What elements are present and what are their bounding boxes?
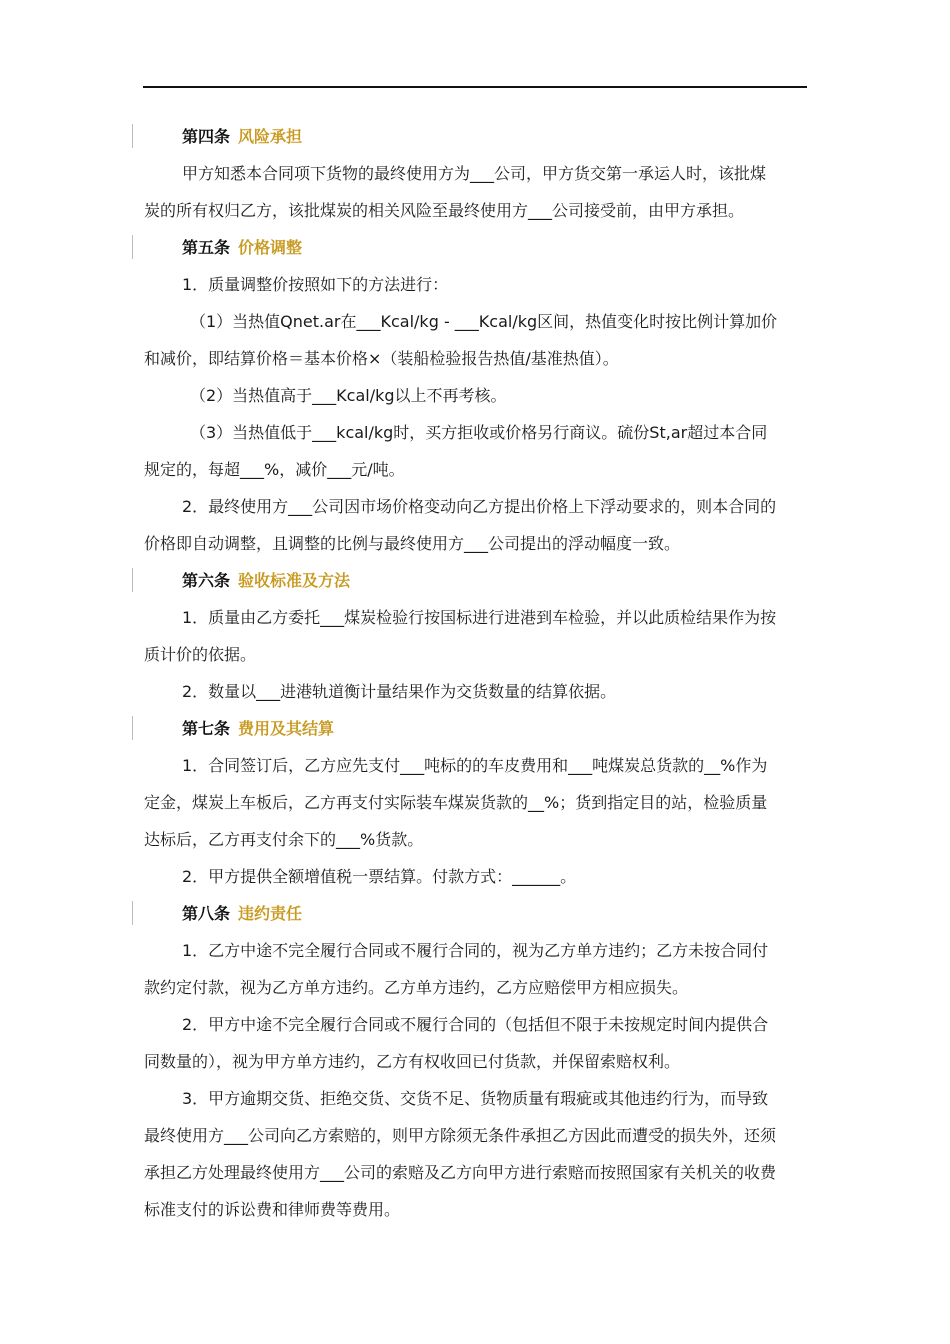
margin-marker xyxy=(132,901,133,925)
article-number: 第五条 xyxy=(182,238,231,257)
paragraph-line: 1．质量调整价按照如下的方法进行： xyxy=(182,275,449,294)
contract-body xyxy=(144,118,806,1228)
article-heading xyxy=(144,895,806,932)
article-title: 价格调整 xyxy=(238,238,303,257)
article-title: 费用及其结算 xyxy=(238,719,335,738)
paragraph-line: 和减价，即结算价格＝基本价格×（装船检验报告热值/基准热值）。 xyxy=(144,349,619,368)
margin-marker xyxy=(132,716,133,740)
paragraph-line: 2．甲方中途不完全履行合同或不履行合同的（包括但不限于未按规定时间内提供合 xyxy=(182,1015,769,1034)
paragraph-line: 2．甲方提供全额增值税一票结算。付款方式：______。 xyxy=(182,867,577,886)
paragraph-line: 1．合同签订后，乙方应先支付___吨标的的车皮费用和___吨煤炭总货款的__%作为 xyxy=(182,756,768,775)
paragraph-line: 甲方知悉本合同项下货物的最终使用方为___公司，甲方货交第一承运人时，该批煤 xyxy=(182,164,767,183)
top-rule xyxy=(143,86,807,88)
paragraph-line: 款约定付款，视为乙方单方违约。乙方单方违约，乙方应赔偿甲方相应损失。 xyxy=(144,978,689,997)
paragraph-line: 同数量的），视为甲方单方违约，乙方有权收回已付货款，并保留索赔权利。 xyxy=(144,1052,681,1071)
article-title: 验收标准及方法 xyxy=(238,571,351,590)
paragraph-line: 规定的，每超___%，减价___元/吨。 xyxy=(144,460,405,479)
paragraph-line: 价格即自动调整，且调整的比例与最终使用方___公司提出的浮动幅度一致。 xyxy=(144,534,681,553)
article-heading xyxy=(144,229,806,266)
article-heading xyxy=(144,710,806,747)
paragraph-line: 质计价的依据。 xyxy=(144,645,257,664)
paragraph-line: 2．数量以___进港轨道衡计量结果作为交货数量的结算依据。 xyxy=(182,682,617,701)
paragraph-line: 2．最终使用方___公司因市场价格变动向乙方提出价格上下浮动要求的，则本合同的 xyxy=(182,497,777,516)
paragraph-line: 最终使用方___公司向乙方索赔的，则甲方除须无条件承担乙方因此而遭受的损失外，还须 xyxy=(144,1126,777,1145)
article-heading xyxy=(144,118,806,155)
paragraph-line: （3）当热值低于___kcal/kg时，买方拒收或价格另行商议。硫份St,ar超过本合同 xyxy=(190,423,768,442)
article-number: 第四条 xyxy=(182,127,231,146)
paragraph-line: （1）当热值Qnet.ar在___Kcal/kg - ___Kcal/kg区间，热值变化时按比例计算加价 xyxy=(190,312,778,331)
paragraph-line: （2）当热值高于___Kcal/kg以上不再考核。 xyxy=(190,386,507,405)
article-number: 第六条 xyxy=(182,571,231,590)
paragraph-line: 3．甲方逾期交货、拒绝交货、交货不足、货物质量有瑕疵或其他违约行为，而导致 xyxy=(182,1089,769,1108)
paragraph-line: 炭的所有权归乙方，该批煤炭的相关风险至最终使用方___公司接受前，由甲方承担。 xyxy=(144,201,745,220)
paragraph-line: 1．质量由乙方委托___煤炭检验行按国标进行进港到车检验，并以此质检结果作为按 xyxy=(182,608,777,627)
paragraph-line: 达标后，乙方再支付余下的___%货款。 xyxy=(144,830,424,849)
margin-marker xyxy=(132,124,133,148)
paragraph-line: 标准支付的诉讼费和律师费等费用。 xyxy=(144,1200,401,1219)
paragraph-line: 承担乙方处理最终使用方___公司的索赔及乙方向甲方进行索赔而按照国家有关机关的收费 xyxy=(144,1163,777,1182)
article-number: 第八条 xyxy=(182,904,231,923)
margin-marker xyxy=(132,235,133,259)
article-heading xyxy=(144,562,806,599)
paragraph-line: 1．乙方中途不完全履行合同或不履行合同的，视为乙方单方违约；乙方未按合同付 xyxy=(182,941,769,960)
article-title: 违约责任 xyxy=(238,904,303,923)
article-title: 风险承担 xyxy=(238,127,303,146)
article-number: 第七条 xyxy=(182,719,231,738)
margin-marker xyxy=(132,568,133,592)
paragraph-line: 定金，煤炭上车板后，乙方再支付实际装车煤炭货款的__%；货到指定目的站，检验质量 xyxy=(144,793,768,812)
